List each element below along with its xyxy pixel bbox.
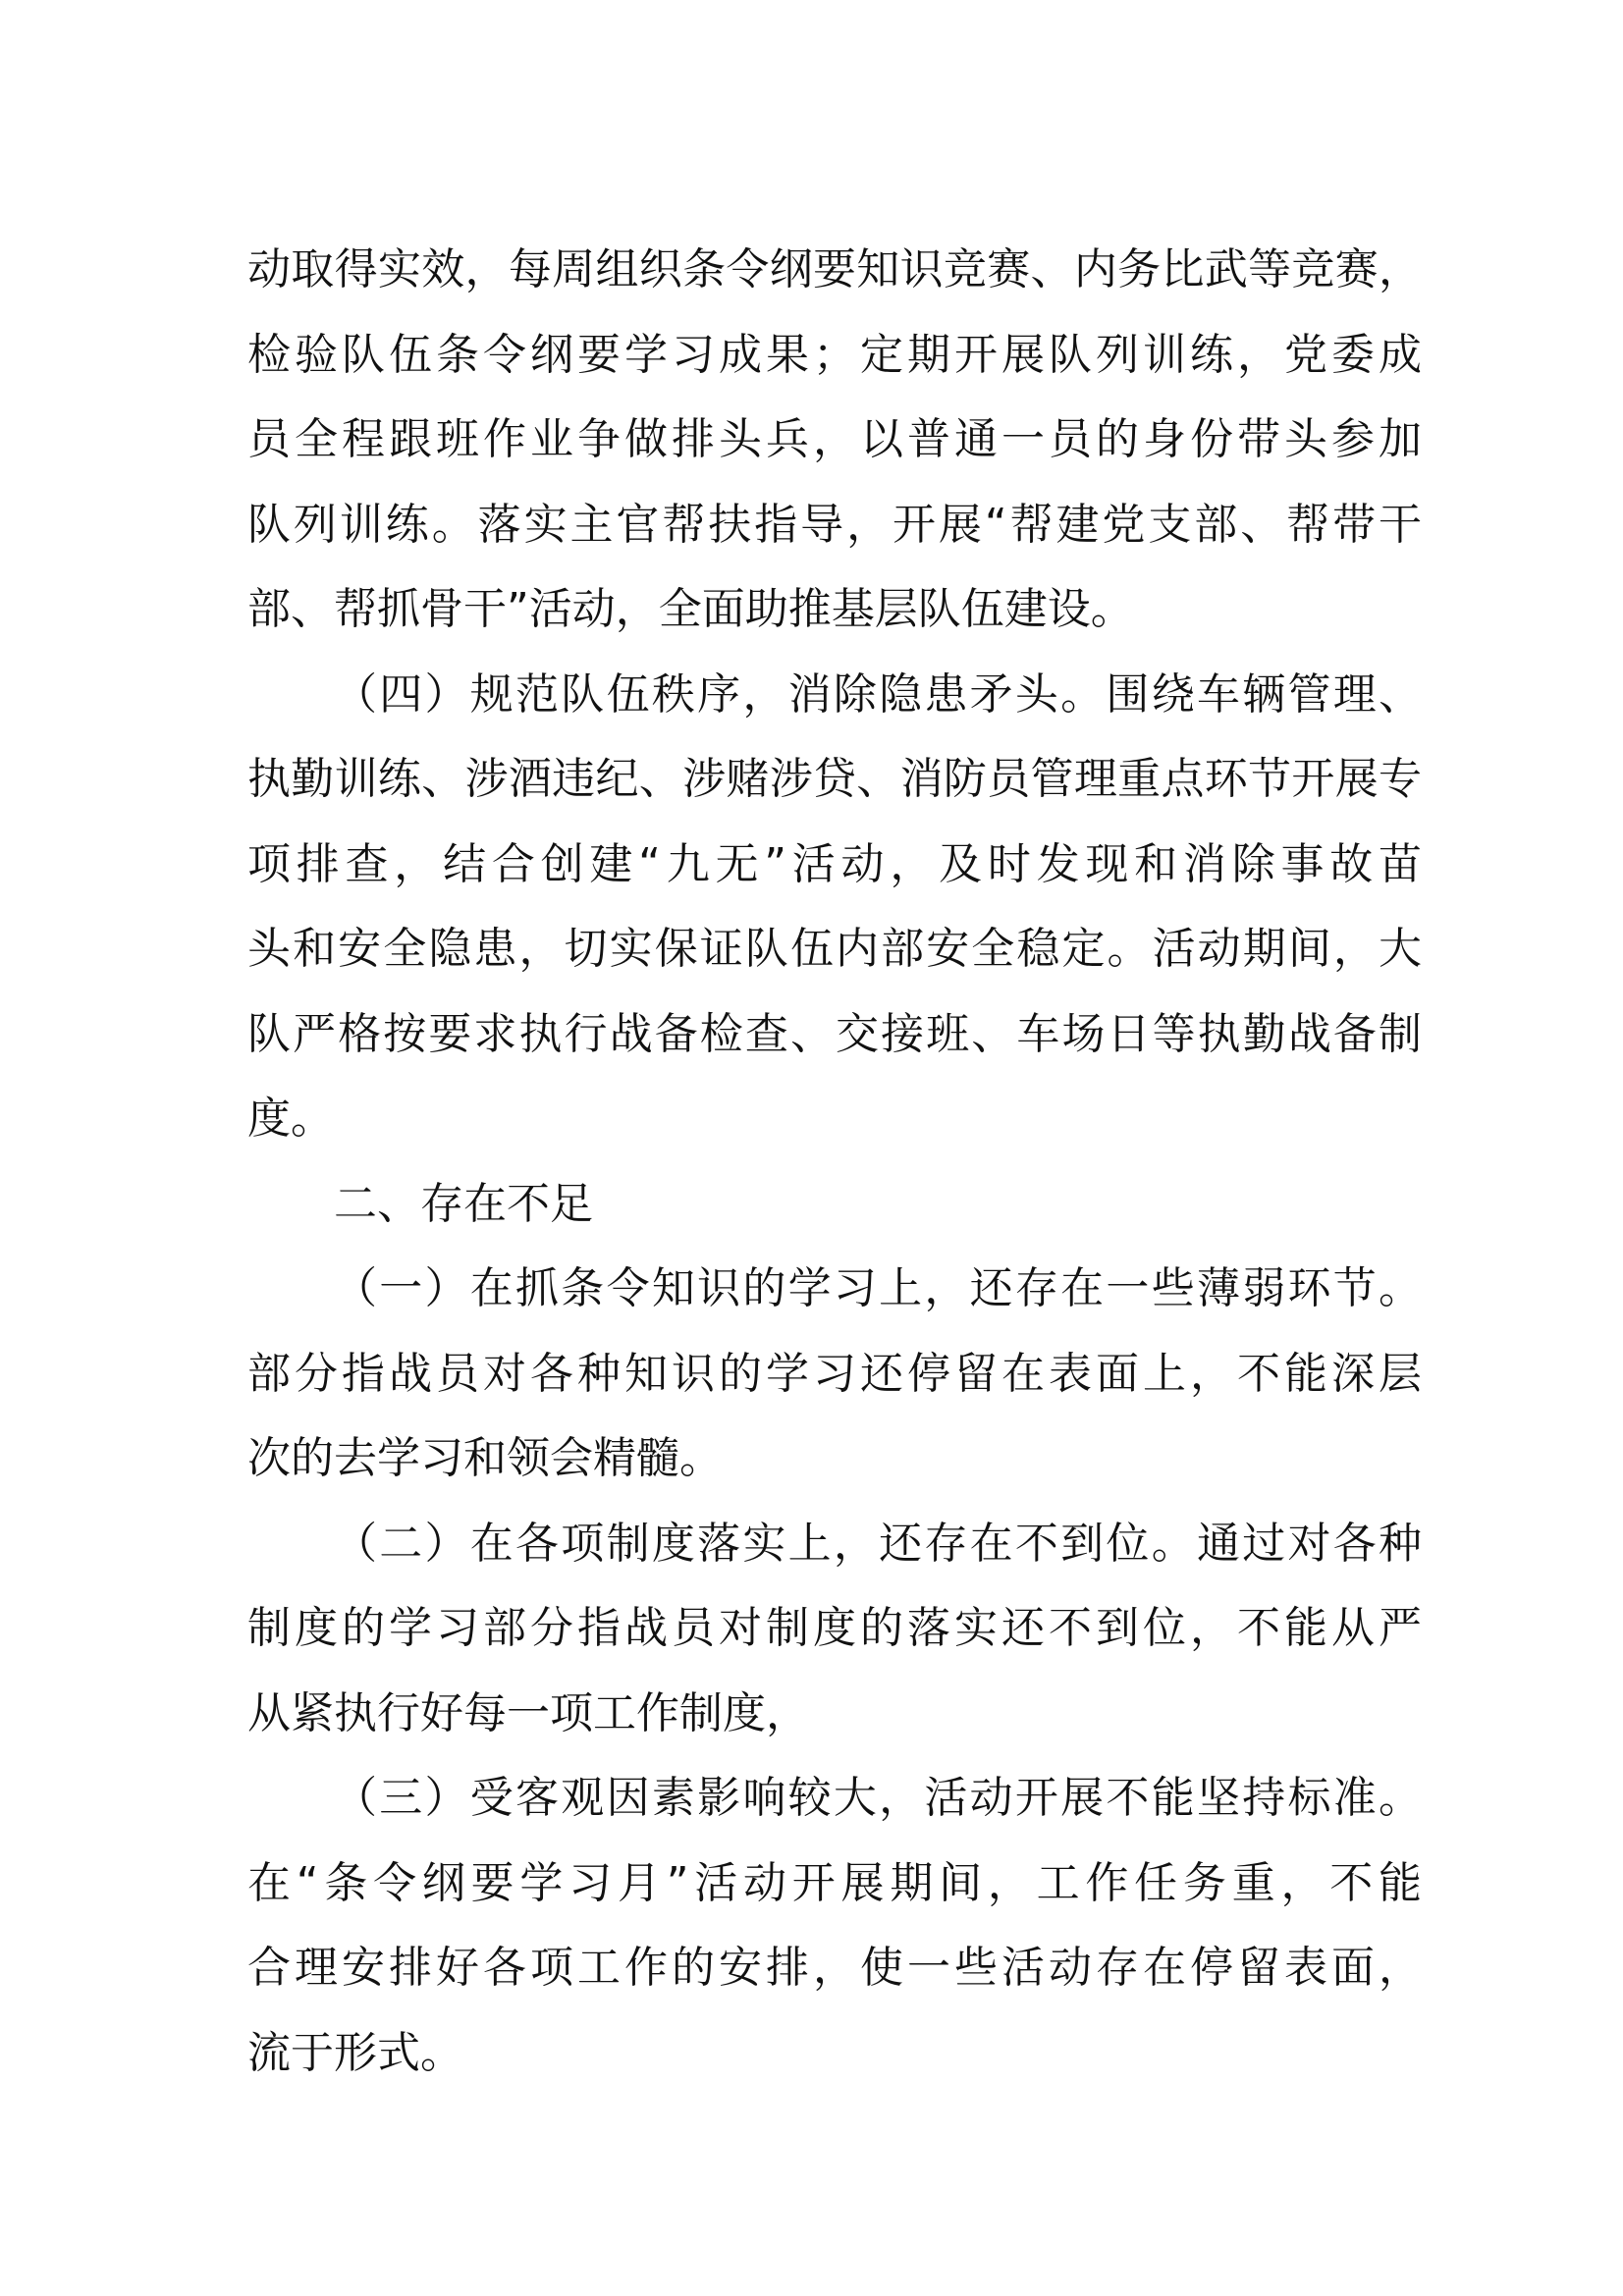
text-line: 执勤训练、涉酒违纪、涉赌涉贷、消防员管理重点环节开展专	[247, 754, 1422, 804]
text-line: 队列训练。落实主官帮扶指导，开展“帮建党支部、帮带干	[247, 499, 1422, 550]
paragraph	[247, 228, 1422, 653]
text-line: （四）规范队伍秩序，消除隐患矛头。围绕车辆管理、	[334, 668, 1422, 720]
paragraph	[247, 1502, 1422, 1757]
paragraph	[247, 1756, 1422, 2096]
text-line: 部分指战员对各种知识的学习还停留在表面上，不能深层	[247, 1348, 1422, 1399]
text-line: 从紧执行好每一项工作制度，	[247, 1687, 809, 1738]
paragraph	[247, 653, 1422, 1162]
text-line: 项排查，结合创建“九无”活动，及时发现和消除事故苗	[247, 838, 1422, 889]
text-line: （三）受客观因素影响较大，活动开展不能坚持标准。	[334, 1773, 1422, 1823]
text-line: （一）在抓条令知识的学习上，还存在一些薄弱环节。	[334, 1263, 1422, 1313]
text-line: 员全程跟班作业争做排头兵，以普通一员的身份带头参加	[247, 414, 1422, 464]
text-line: 制度的学习部分指战员对制度的落实还不到位，不能从严	[247, 1603, 1422, 1653]
paragraph	[247, 1162, 1422, 1248]
text-line: 动取得实效，每周组织条令纲要知识竞赛、内务比武等竞赛，	[247, 244, 1422, 294]
text-line: 次的去学习和领会精髓。	[247, 1433, 723, 1483]
text-line: 流于形式。	[247, 2027, 463, 2078]
text-line: 二、存在不足	[334, 1178, 593, 1229]
document-body	[247, 228, 1422, 2096]
text-line: 队严格按要求执行战备检查、交接班、车场日等执勤战备制	[247, 1008, 1422, 1059]
text-line: （二）在各项制度落实上，还存在不到位。通过对各种	[334, 1518, 1422, 1569]
text-line: 检验队伍条令纲要学习成果；定期开展队列训练，党委成	[247, 329, 1422, 380]
text-line: 合理安排好各项工作的安排，使一些活动存在停留表面，	[247, 1943, 1422, 1993]
text-line: 在“条令纲要学习月”活动开展期间，工作任务重，不能	[247, 1857, 1422, 1908]
text-line: 头和安全隐患，切实保证队伍内部安全稳定。活动期间，大	[247, 924, 1422, 974]
text-line: 度。	[247, 1094, 334, 1144]
text-line: 部、帮抓骨干”活动，全面助推基层队伍建设。	[247, 584, 1134, 634]
paragraph	[247, 1247, 1422, 1502]
